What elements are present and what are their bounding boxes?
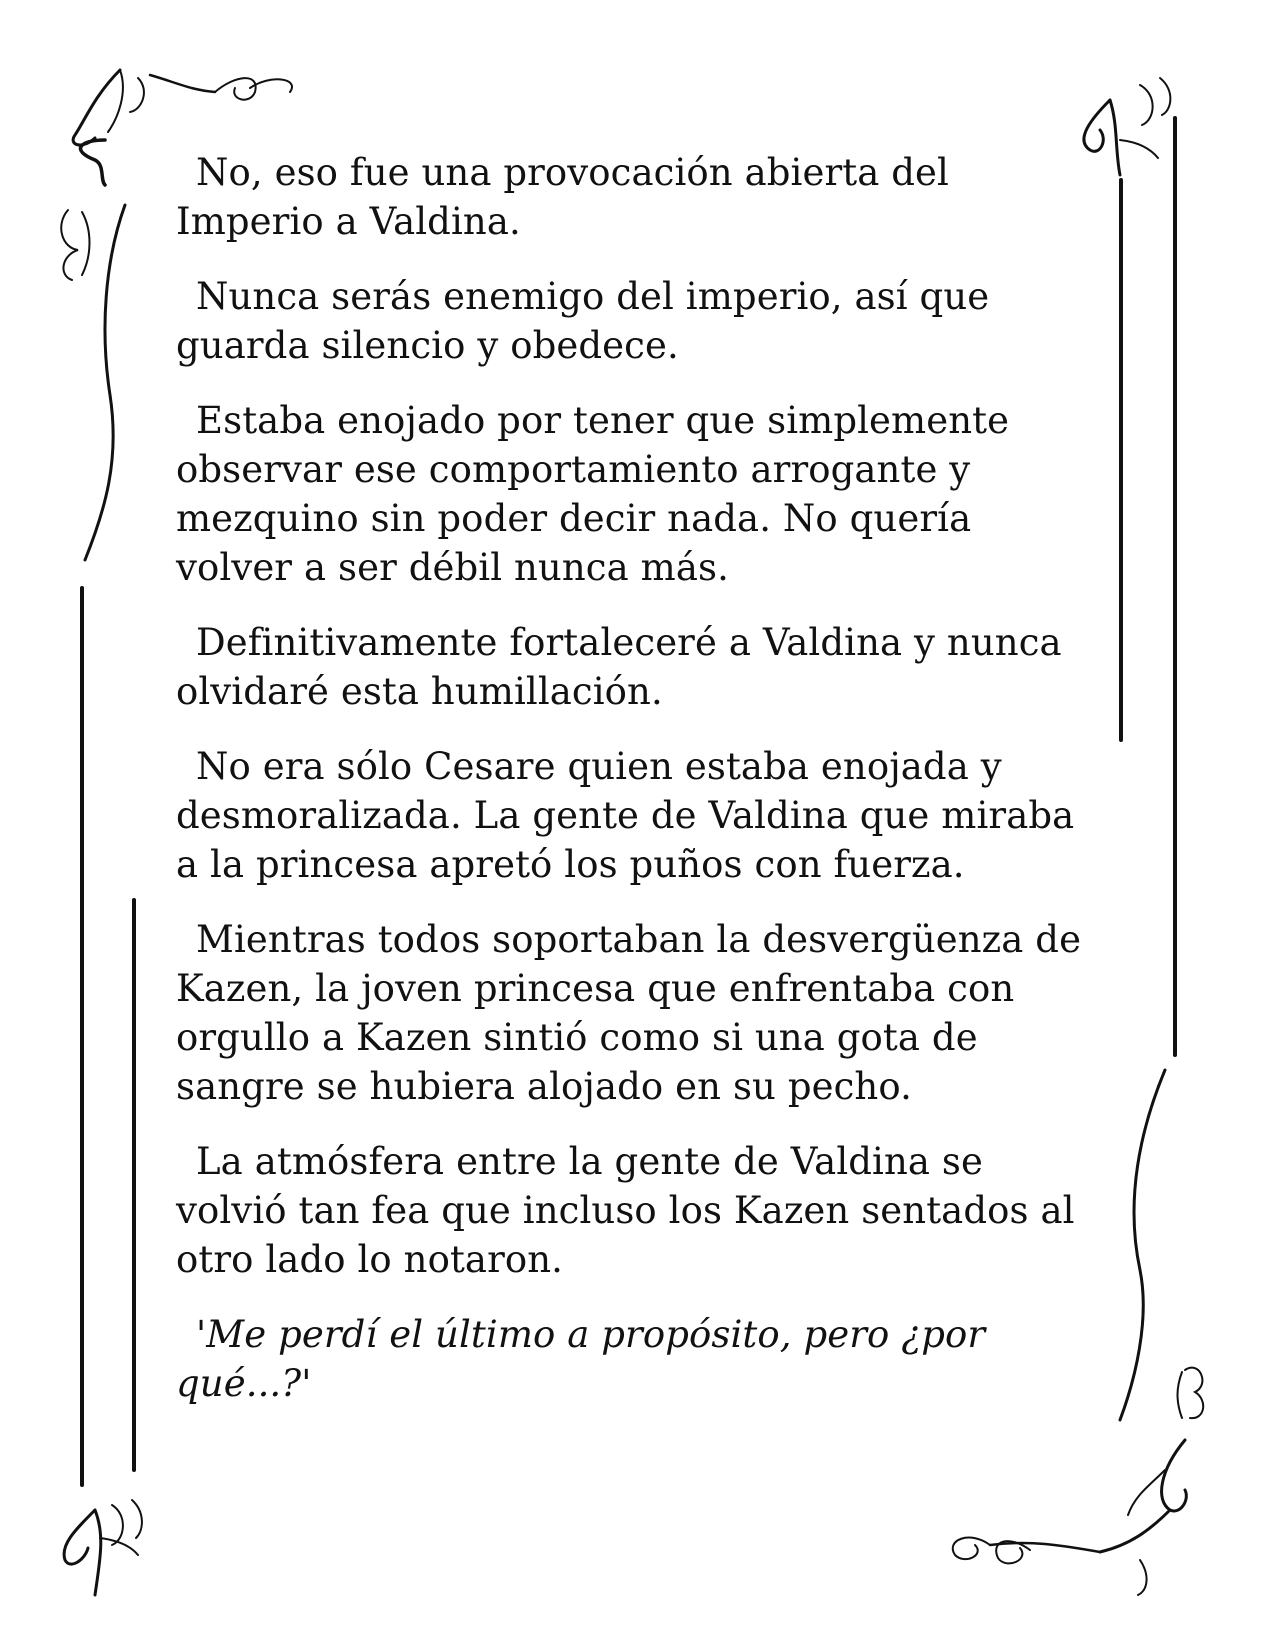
bottom-left-flourish-icon <box>64 1500 142 1595</box>
paragraph-1: No, eso fue una provocación abierta del Imperio a Valdina. <box>176 151 949 243</box>
paragraph-4: Definitivamente fortaleceré a Valdina y nunca olvidaré esta humillación. <box>176 621 1062 713</box>
paragraph-5: No era sólo Cesare quien estaba enojada y desmoralizada. La gente de Valdina que miraba a la princesa apretó los puños con fuerza. <box>176 745 1075 886</box>
paragraph-3: Estaba enojado por tener que simplemente observar ese comportamiento arrogante y mezquino sin poder decir nada. No quería volver a ser débil nunca más. <box>176 399 1010 589</box>
page-text <box>176 148 1096 1434</box>
paragraph-7: La atmósfera entre la gente de Valdina se volvió tan fea que incluso los Kazen sentados al otro lado lo notaron. <box>176 1140 1075 1281</box>
paragraph-2: Nunca serás enemigo del imperio, así que guarda silencio y obedece. <box>176 275 990 367</box>
top-right-flourish-icon <box>1084 78 1170 175</box>
paragraph-6: Mientras todos soportaban la desvergüenza de Kazen, la joven princesa que enfrentaba con orgullo a Kazen sintió como si una gota de sangre se hubiera alojado en su pecho. <box>176 918 1082 1108</box>
thought-quote: 'Me perdí el último a propósito, pero ¿por qué...?' <box>176 1313 986 1405</box>
